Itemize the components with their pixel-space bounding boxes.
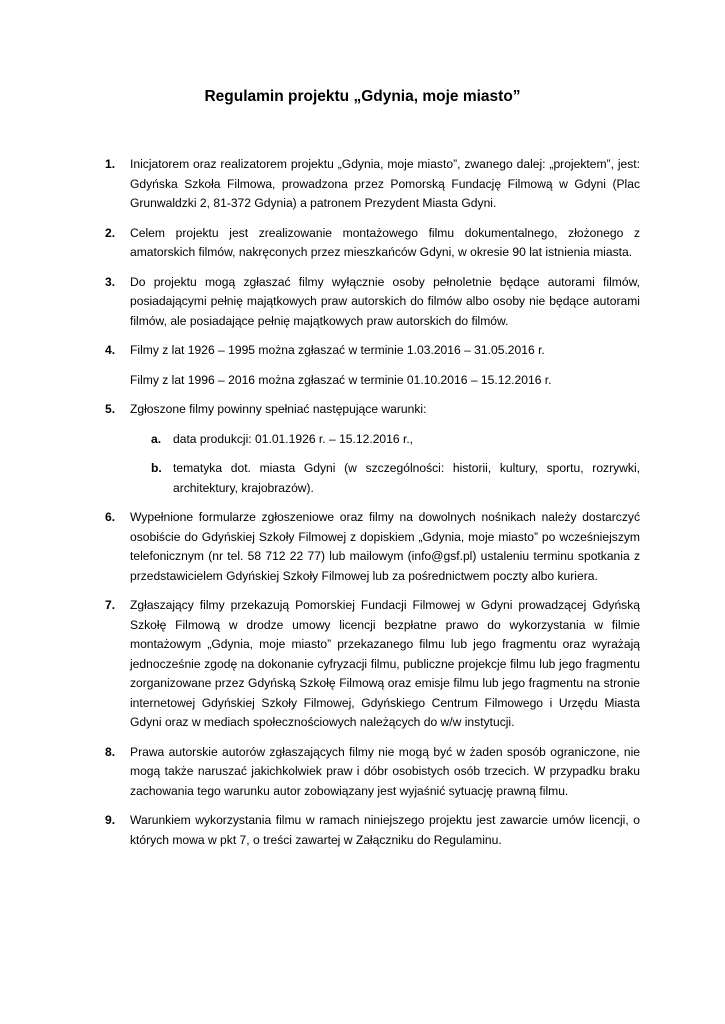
rule-text: Filmy z lat 1926 – 1995 można zgłaszać w terminie 1.03.2016 – 31.05.2016 r. bbox=[130, 343, 545, 357]
rule-item bbox=[105, 155, 640, 214]
subitem-letter: b. bbox=[151, 461, 162, 475]
rule-text: Wypełnione formularze zgłoszeniowe oraz filmy na dowolnych nośnikach należy dostarczyć osobiście do Gdyńskiej Szkoły Filmowej z dopiskiem „Gdynia, moje miasto” po wcześniejszym telefonicznym (nr tel. 58 712 22 77) lub mailowym (info@gsf.pl) ustaleniu terminu spotkania z przedstawicielem Gdyńskiej Szkoły Filmowej lub za pośrednictwem poczty albo kuriera. bbox=[130, 510, 640, 583]
rule-text: Do projektu mogą zgłaszać filmy wyłącznie osoby pełnoletnie będące autorami filmów, posiadającymi pełnię majątkowych praw autorskich do filmów albo osoby nie będące autorami filmów, ale posiadające pełnię majątkowych praw autorskich do filmów. bbox=[130, 274, 640, 328]
rule-number: 9. bbox=[105, 813, 116, 827]
rule-text: Prawa autorskie autorów zgłaszających filmy nie mogą być w żaden sposób ograniczone, nie mogą także naruszać jakichkolwiek praw i dóbr osobistych osób trzecich. W przypadku braku zachowania tego warunku autor zobowiązany jest wyjaśnić sytuację prawną filmu. bbox=[130, 744, 640, 798]
rule-text: Zgłaszający filmy przekazują Pomorskiej Fundacji Filmowej w Gdyni prowadzącej Gdyńską Szkołę Filmową w drodze umowy licencji bezpłatne prawo do wykorzystania w filmie montażowym „Gdynia, moje miasto” przekazanego filmu lub jego fragmentu oraz wyrażają jednocześnie zgodę na dokonanie cyfryzacji filmu, publiczne projekcje filmu lub jego fragmentu zorganizowane przez Gdyńską Szkołę Filmową oraz emisje filmu lub jego fragmentu na stronie internetowej Gdyńskiej Szkoły Filmowej, Gdyńskiego Centrum Filmowego i Urzędu Miasta Gdyni oraz w mediach społecznościowych należących do w/w instytucji. bbox=[130, 598, 640, 729]
rule-text: Inicjatorem oraz realizatorem projektu „Gdynia, moje miasto”, zwanego dalej: „projektem”, jest: Gdyńska Szkoła Filmowa, prowadzona przez Pomorską Fundację Filmową w Gdyni (Plac Grunwaldzki 2, 81-372 Gdynia) a patronem Prezydent Miasta Gdyni. bbox=[130, 157, 640, 210]
rule-extra-text: Filmy z lat 1996 – 2016 można zgłaszać w terminie 01.10.2016 – 15.12.2016 r. bbox=[130, 372, 552, 387]
rule-text: Zgłoszone filmy powinny spełniać następujące warunki: bbox=[130, 402, 427, 416]
rule-subitem bbox=[151, 430, 640, 450]
rule-item bbox=[105, 341, 640, 361]
subitem-text: data produkcji: 01.01.1926 r. – 15.12.2016 r., bbox=[173, 431, 414, 446]
rule-item bbox=[105, 508, 640, 586]
rule-number: 3. bbox=[105, 274, 116, 289]
rule-number: 4. bbox=[105, 343, 116, 357]
rule-number: 8. bbox=[105, 744, 116, 759]
rule-item bbox=[105, 743, 640, 802]
rule-subitem bbox=[151, 459, 640, 498]
document-title: Regulamin projektu „Gdynia, moje miasto” bbox=[204, 88, 521, 105]
rule-item bbox=[105, 273, 640, 332]
rule-number: 1. bbox=[105, 157, 116, 171]
rule-item bbox=[105, 596, 640, 733]
rules-list bbox=[105, 155, 640, 850]
rule-number: 5. bbox=[105, 402, 116, 416]
rule-text: Celem projektu jest zrealizowanie montażowego filmu dokumentalnego, złożonego z amatorskich filmów, nakręconych przez mieszkańców Gdyni, w okresie 90 lat istnienia miasta. bbox=[130, 225, 640, 259]
rule-item bbox=[105, 811, 640, 850]
subitem-letter: a. bbox=[151, 431, 162, 446]
rule-item bbox=[105, 400, 640, 420]
rule-number: 2. bbox=[105, 225, 116, 240]
subitem-text: tematyka dot. miasta Gdyni (w szczególności: historii, kultury, sportu, rozrywki, architektury, krajobrazów). bbox=[173, 461, 640, 495]
rule-number: 6. bbox=[105, 510, 116, 524]
rule-item bbox=[105, 224, 640, 263]
rule-number: 7. bbox=[105, 598, 116, 612]
rule-text: Warunkiem wykorzystania filmu w ramach niniejszego projektu jest zawarcie umów licencji, o których mowa w pkt 7, o treści zawartej w Załączniku do Regulaminu. bbox=[130, 813, 640, 847]
